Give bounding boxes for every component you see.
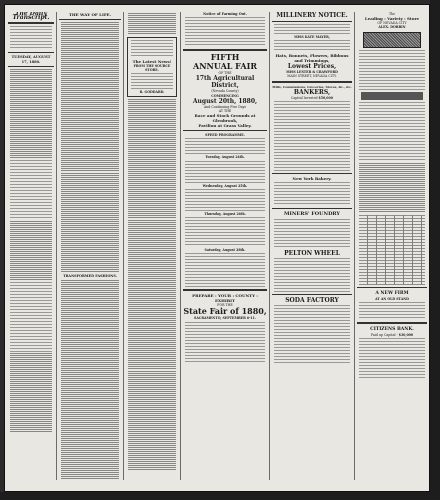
- new-firm: A NEW FIRM: [375, 290, 409, 296]
- text-block: [359, 50, 425, 90]
- column-4-fair-ad: [183, 12, 267, 480]
- text-block: [61, 173, 119, 273]
- exhibit-banner: PREPARE : YOUR : COUNTY : EXHIBIT: [192, 293, 258, 304]
- program-day: Tuesday, August 24th.: [205, 155, 245, 160]
- and-continuing: And Continuing Five Days: [203, 104, 247, 109]
- text-block: [128, 371, 176, 471]
- dateline: TUESDAY, AUGUST 17, 1880.: [11, 55, 51, 64]
- text-block: [185, 161, 265, 183]
- text-block: [274, 305, 350, 365]
- fair-date: August 20th, 1880,: [192, 97, 258, 105]
- column-rule: [354, 12, 355, 480]
- text-block: [274, 258, 350, 292]
- store-title: The: [388, 12, 396, 16]
- sacramento: SACRAMENTO, SEPTEMBER 6-11.: [194, 316, 256, 321]
- lowest-prices: Lowest Prices,: [287, 63, 337, 71]
- text-block: [185, 217, 265, 247]
- text-block: [359, 102, 425, 162]
- store-owner: ALEX. DOBBIN: [378, 25, 406, 30]
- text-block: [128, 220, 176, 370]
- divider: [183, 130, 267, 131]
- divider: [183, 289, 267, 291]
- mills-line: Mills, Commissions, Groceries, Stoves, &c., &c.: [272, 84, 352, 89]
- text-block: [10, 221, 52, 281]
- text-block: [10, 353, 52, 433]
- text-block: [359, 163, 425, 213]
- pelton-heading: PELTON WHEEL: [284, 250, 340, 258]
- divider: [272, 208, 352, 209]
- text-block: [274, 219, 350, 249]
- old-stand: AT AN OLD STAND: [375, 296, 409, 301]
- text-block: [185, 253, 265, 287]
- divider: [8, 66, 54, 67]
- divider: [272, 294, 352, 295]
- column-5: [272, 12, 352, 480]
- engraving-illustration: [363, 32, 421, 48]
- divider: [59, 19, 121, 20]
- store-subtitle: Leading : Variety : Store: [364, 16, 420, 22]
- text-block: [185, 17, 265, 47]
- divider: [272, 173, 352, 174]
- county: (Nevada County): [211, 89, 239, 94]
- citizens-bank: CITIZENS BANK.: [370, 326, 414, 332]
- masthead-rule: [8, 22, 54, 24]
- at-the: AT THE: [218, 109, 232, 114]
- text-block: [359, 302, 425, 320]
- section-heading: TRANSFORMED FASHIONS.: [63, 274, 117, 278]
- text-block: [274, 24, 350, 34]
- store-sub2: OF NEVADA CITY: [377, 21, 407, 26]
- divider: [272, 81, 352, 83]
- section-heading: THE WAY OF LIFE.: [68, 12, 112, 17]
- foundry-heading: MINERS' FOUNDRY: [283, 211, 341, 218]
- column-rule: [269, 12, 270, 480]
- millinery-heading: MILLINERY NOTICE.: [276, 12, 348, 19]
- text-block: [274, 40, 350, 52]
- dark-banner: [361, 92, 423, 100]
- divider: [8, 52, 54, 53]
- fair-title: ANNUAL FAIR: [193, 61, 257, 72]
- divider: [183, 49, 267, 51]
- capital-value: $50,000: [318, 95, 333, 100]
- text-block: [128, 99, 176, 219]
- capital-row: [272, 96, 352, 100]
- text-block: [131, 73, 173, 89]
- newspaper-page: [4, 4, 430, 492]
- commencing: COMMENCING: [211, 93, 239, 98]
- milliner-name: MISS KATE MAYER,: [294, 35, 330, 39]
- text-block: [10, 282, 52, 352]
- capital-label: Capital Invested: [291, 95, 318, 100]
- text-block: [185, 322, 265, 362]
- fair-ordinal: FIFTH: [210, 52, 240, 63]
- news-box: [127, 37, 177, 97]
- fair-of: OF THE: [218, 71, 232, 76]
- divider: [357, 322, 427, 324]
- district: 17th Agricultural District,: [195, 75, 255, 90]
- program-heading: SPEED PROGRAMME.: [205, 133, 245, 138]
- firm-name: MISS LESTER & CRAWFORD: [286, 70, 338, 75]
- paid-label: Paid up Capital -: [370, 332, 398, 337]
- column-rule: [180, 12, 181, 480]
- masthead: The Daily Transcript.: [12, 12, 50, 22]
- divider: [357, 287, 427, 288]
- paid-row: [357, 333, 427, 337]
- paid-value: $30,000: [398, 332, 414, 337]
- column-6: [357, 12, 427, 480]
- text-block: [128, 13, 176, 35]
- box-heading: The Latest News!: [132, 59, 172, 64]
- program-day: Thursday, August 26th.: [204, 211, 246, 216]
- text-block: [131, 40, 173, 58]
- column-3: [126, 12, 178, 480]
- program-day: Wednesday, August 25th.: [202, 183, 248, 188]
- text-block: [61, 22, 119, 172]
- bankers-heading: BANKERS,: [293, 88, 331, 96]
- column-2: [59, 12, 121, 480]
- box-line: FROM THE SOURCE STORE.: [133, 64, 171, 73]
- bakery-heading: New York Bakery.: [292, 176, 332, 182]
- divider: [272, 21, 352, 22]
- box-name: R. GODDARD.: [139, 90, 165, 95]
- text-block: [185, 138, 265, 154]
- text-block: [359, 338, 425, 378]
- text-block: [10, 160, 52, 220]
- program-day: Saturday, August 28th.: [204, 248, 246, 253]
- scan-edge-right: [430, 0, 440, 500]
- text-block: [10, 69, 52, 159]
- column-rule: [56, 12, 57, 480]
- price-table: [359, 215, 425, 285]
- ad-heading: Notice of Farming Out.: [203, 12, 247, 16]
- grounds: Race and Stock Grounds at Glenbrook,: [194, 113, 256, 124]
- text-block: [10, 26, 52, 50]
- for-the: FOR THE: [217, 303, 233, 308]
- column-rule: [123, 12, 124, 480]
- firm-street: MAIN STREET, NEVADA CITY.: [287, 74, 337, 79]
- column-1: [8, 12, 54, 480]
- text-block: [274, 182, 350, 206]
- hats-line: Hats, Bonnets, Flowers, Ribbons and Trimmings,: [275, 53, 349, 64]
- text-block: [274, 101, 350, 171]
- text-block: [61, 280, 119, 480]
- text-block: [185, 189, 265, 211]
- pavilion: Pavilion at Grass Valley.: [198, 123, 252, 129]
- state-fair: State Fair of 1880,: [183, 306, 267, 317]
- soda-heading: SODA FACTORY: [285, 297, 339, 305]
- scan-edge-bottom: [0, 492, 440, 500]
